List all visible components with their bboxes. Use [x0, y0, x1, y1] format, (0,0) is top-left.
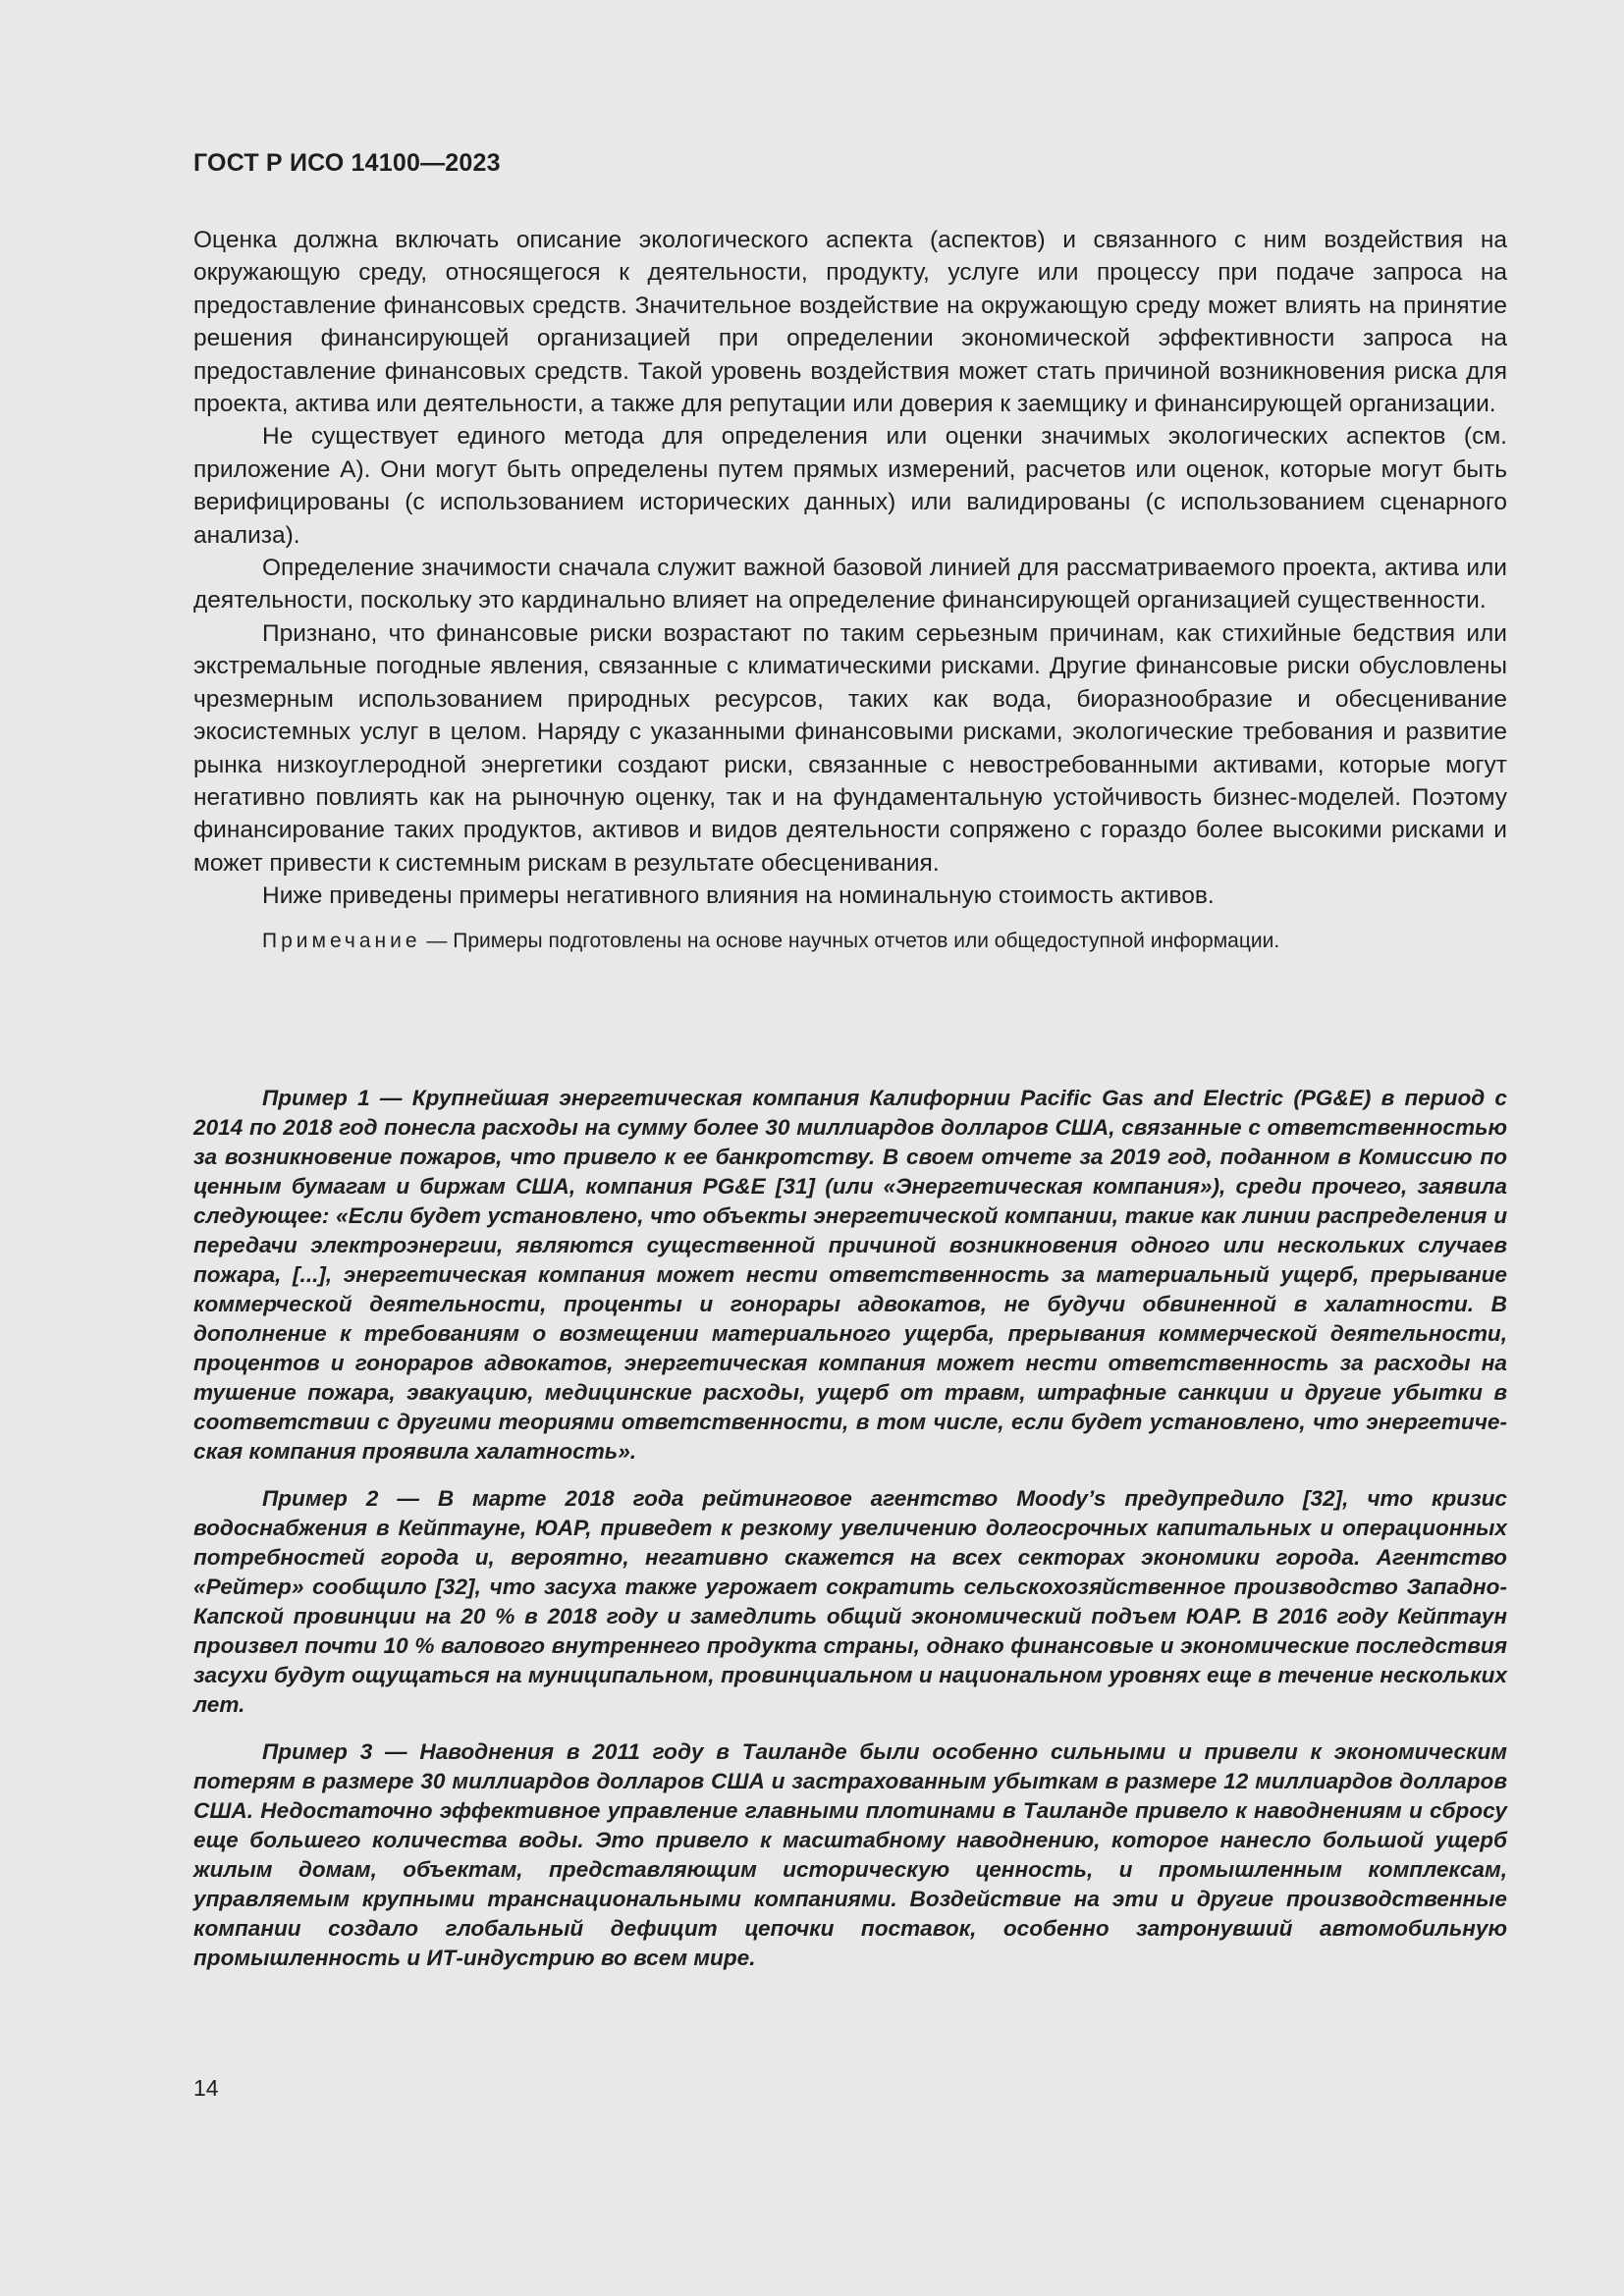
- main-text: [193, 224, 1507, 956]
- paragraph-examples-intro: Ниже приведены примеры негативного влияния на номинальную стоимость активов.: [262, 882, 1215, 910]
- note-text: Примеры подготовлены на основе научных отчетов или общедоступной информации.: [453, 929, 1280, 952]
- examples-section: [193, 1084, 1507, 1991]
- example-2: Пример 2 — В марте 2018 года рейтинговое агентство Moody’s предупредило [32], что кризис водоснабжения в Кейптауне, ЮАР, приведет к резкому увеличению долгосрочных капитальных и операционных потребностей города и, вероятно, негативно скажется на всех секторах экономики города. Агентство «Рейтер» сообщило [32], что засуха также угрожает сократить сельскохозяйственное производство Западно-Капской провинции на 20 % в 2018 году и замедлить общий экономический подъем ЮАР. В 2016 году Кейптаун произвел почти 10 % валового внутреннего продукта страны, однако финансовые и экономические последствия засухи будут ощущаться на муниципальном, провинциальном и национальном уровнях еще в течение нескольких лет.: [193, 1486, 1507, 1717]
- standard-code-header: ГОСТ Р ИСО 14100—2023: [193, 149, 501, 177]
- paragraph-financial-risks: Признано, что финансовые риски возрастают по таким серьезным причинам, как стихийные бедствия или экстремальные погодные явления, связанные с климатическими рисками. Другие финансовые риски обусловлены чрезмерным использованием природных ресурсов, таких как вода, биоразнообразие и обесценивание экосистемных услуг в целом. Наряду с указанными финансовыми рисками, экологические требования и развитие рынка низкоуглеродной энергетики создают риски, связанные с невостребованными активами, которые могут негативно повлиять как на рыночную оценку, так и на фундаментальную устойчивость бизнес-моделей. Поэтому финансирование таких продуктов, активов и видов деятельности сопряжено с гораздо более высокими рисками и может привести к системным рискам в результате обесценивания.: [193, 619, 1507, 877]
- note-label: Примечание: [262, 929, 421, 952]
- example-3: Пример 3 — Наводнения в 2011 году в Таиланде были особенно сильными и привели к экономическим потерям в размере 30 миллиардов долларов США и застрахованным убыткам в размере 12 миллиардов долларов США. Недостаточно эффективное управление главными плотинами в Таиланде привело к наводнениям и сбросу еще большего количества воды. Это привело к масштабному наводнению, которое нанесло большой ущерб жилым домам, объектам, представляющим историческую ценность, и промышленным комплексам, управляемым крупными транснациональными компаниями. Воздействие на эти и другие производственные компании создало глобальный дефицит цепочки поставок, особенно затронувший автомобильную промышленность и ИТ-индустрию во всем мире.: [193, 1739, 1507, 1970]
- paragraph-assessment: Оценка должна включать описание экологического аспекта (аспектов) и связанного с ним воздействия на окружающую среду, относящегося к деятельности, продукту, услуге или процессу при подаче запроса на предоставление финансовых средств. Значительное воздействие на окружающую среду может влиять на принятие решения финансирующей организацией при определении экономической эффективности запроса на предоставление финансовых средств. Такой уровень воздействия может стать причиной возникновения риска для проекта, актива или деятельности, а также для репутации или доверия к заемщику и финансирующей организации.: [193, 227, 1507, 418]
- paragraph-methods: Не существует единого метода для определения или оценки значимых экологических аспектов (см. приложение А). Они могут быть определены путем прямых измерений, расчетов или оценок, которые могут быть верифицированы (с использованием исторических данных) или валидированы (с использованием сценарного анализа).: [193, 423, 1507, 549]
- page-number: 14: [193, 2075, 219, 2101]
- note: [262, 927, 1507, 956]
- paragraph-significance: Определение значимости сначала служит важной базовой линией для рассматриваемого проекта, актива или деятельности, поскольку это кардинально влияет на определение финансирующей организацией существенности.: [193, 555, 1507, 614]
- note-separator: —: [420, 929, 454, 952]
- example-1: Пример 1 — Крупнейшая энергетическая компания Калифорнии Pacific Gas and Electric (PG&E) в период с 2014 по 2018 год понесла расходы на сумму более 30 миллиардов долларов США, связанные с ответственностью за возникновение пожаров, что привело к ее банкротству. В своем отчете за 2019 год, поданном в Комиссию по ценным бумагам и биржам США, компания PG&E [31] (или «Энергетическая компания»), среди прочего, заявила следующее: «Если будет установлено, что объекты энергетической компании, такие как линии распределения и передачи электроэнергии, являются существенной причиной возникновения одного или нескольких случаев пожара, [...], энергетическая компания может нести ответственность за материальный ущерб, прерывание коммерческой деятельности, проценты и гонорары адвокатов, не будучи обвиненной в халатности. В дополнение к требованиям о возмещении материального ущерба, прерывания коммерческой деятельности, процентов и гонораров адвокатов, энергетическая компания может нести ответственность за расходы на тушение пожара, эвакуацию, медицинские расходы, ущерб от травм, штрафные санкции и другие убытки в соответствии с другими теориями ответственности, в том числе, если будет установлено, что энергетическая компания проявила халатность».: [193, 1086, 1507, 1464]
